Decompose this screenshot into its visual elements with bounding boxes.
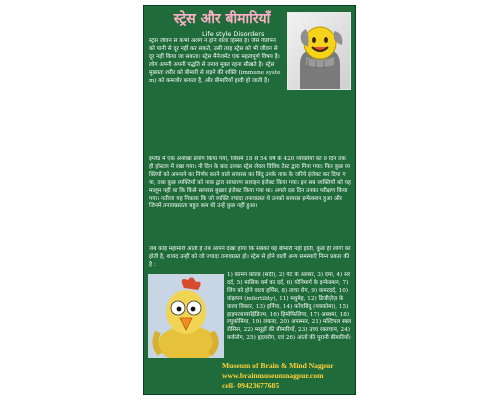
stress-ball-fist-image <box>287 12 351 90</box>
intro-paragraph: स्ट्रेस जीवन से कभी अलग न होने वाला हिस्सा है। जैसे गीलेपन को पानी से दूर नहीं कर सकते, उसी तरह स्ट्रेस को भी जीवन से दूर नहीं किया जा सकता। स्ट्रेस मैनेजमेंट एक महत्वपूर्ण विषय है। लोग अपनी अपनी पद्धति से तनाव मुक्त रहना सीखते है। स्ट्रेस मुख्यतः शरीर को बीमारी से लड़ने की शक्ति (immune system) को कमजोर बनाता है, और बीमारियाँ हावी हो जाती है। <box>149 38 281 84</box>
experiment-paragraph: इंग्लैंड में एक अनोखा प्रयोग किया गया, जिसमें 18 से 54 वर्ष के 420 व्यक्तियों को 9 दिन तक ही होस्टल में रखा गया। नौ दिन के बाद उनका स्ट्रेस लेवल विविध टेस्ट द्वारा गिना गया। फिर कुछ व्यक्तियों को अपनाने का निर्णय करने वाले सायरस का बिंदु उनके नाक के जरिये इंजेक्ट कर दिया गया, तथा कुछ व्यक्तियों को नाक द्वारा साधारण सलाइन इंजेक्ट किया गया। इन सब व्यक्तियों को यह मालूम नहीं था कि किसे सायरस बुखार इंजेक्ट किया गया था। अगले दस दिन उनका परीक्षण किया गया। नतीजा यह निकला कि जो व्यक्ति ज्यादा तनावग्रस्त थे उनको सायरस इन्फेक्शन हुआ और जिनमें तनावग्रस्तता बहुत कम थी उन्हें कुछ नहीं हुआ। <box>149 156 351 210</box>
poster-subtitle: Life style Disorders <box>202 30 265 38</box>
bird-puppet-illustration <box>148 274 224 358</box>
phone-number: cell- 09423677685 <box>222 381 280 390</box>
museum-name: Museum of Brain & Mind Nagpur <box>222 361 334 370</box>
poster <box>143 5 356 395</box>
poster-title: स्ट्रेस और बीमारियाँ <box>173 11 271 27</box>
epidemic-paragraph: जब कोई महामारी आती है तब आपने देखा होगा कि सबको यह बीमारी नहीं होती, कुछ ही लोगों को होती है, शायद उन्हीं को जो ज्यादा तनावग्रस्त हो। स्ट्रेस से होने वाली अन्य समस्याएँ निम्न प्रकार की है : <box>149 246 351 268</box>
stress-ball-fist-illustration <box>288 13 350 89</box>
footer <box>144 360 355 394</box>
stressed-bird-puppet-image <box>148 274 224 358</box>
disorders-list: 1) कॉमन कोल्ड (सर्दी), 2) पेट के अल्सर, 3) दमा, 4) सरदर्द, 5) मासिक धर्म का दर्द, 6) योनिमार्ग के इन्फेक्शन, 7) लिंग को होने वाला हर्पिस, 8) त्वचा रोग, 9) कमरदर्द, 10) वांझपन (infertility), 11) मधुमेह, 12) डिजीज़ेज़ के वाल्व विकार, 13) हर्निया, 14) काँचबिंदु (ग्लाकोमा), 15) हाइपरथायरॉईडिज्म, 16) हिमोफिलिया, 17) अस्थमा, 18) ल्युकोमिया, 19) लकवा, 20) अपस्मार, 21) मल्टिपल स्क्लरोसिस, 22) मसूढ़ों की बीमारियाँ, 23) उच्च रक्तचाप, 24) कर्करोग, 25) हृदयरोग, एवं 26) आंतों की पुरानी बीमारियाँ। <box>227 272 352 342</box>
website-link[interactable]: www.brainmuseumnagpur.com <box>222 371 324 380</box>
